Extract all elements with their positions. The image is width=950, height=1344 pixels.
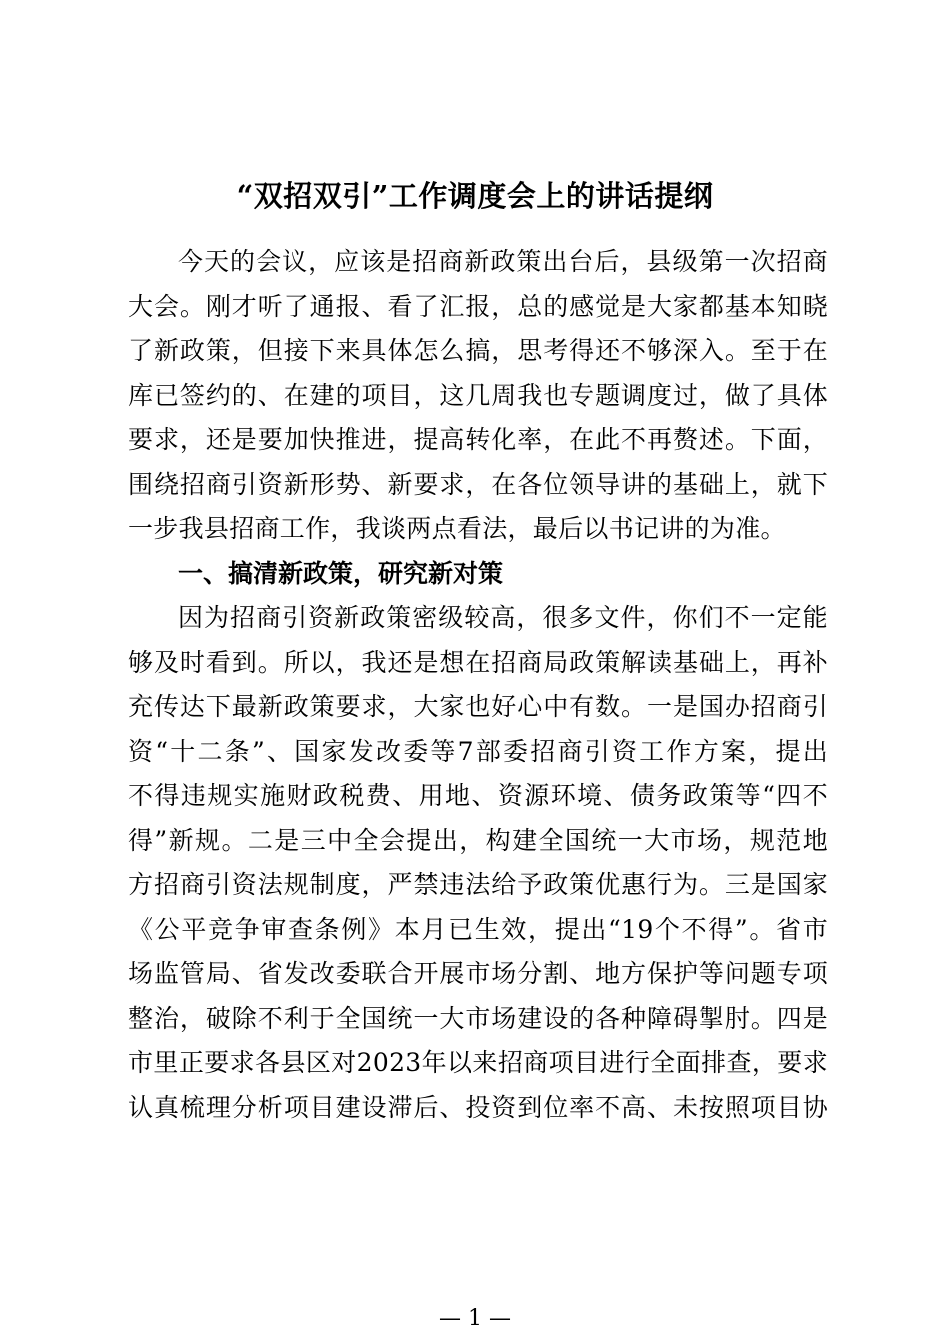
document-title: “双招双引”工作调度会上的讲话提纲 [236, 179, 714, 213]
paragraph-line: 够及时看到。所以，我还是想在招商局政策解读基础上，再补 [128, 647, 828, 677]
paragraph-line: 方招商引资法规制度，严禁违法给予政策优惠行为。三是国家 [128, 870, 828, 899]
paragraph-line: 资“十二条”、国家发改委等7部委招商引资工作方案，提出 [128, 736, 828, 766]
paragraph-line: 得”新规。二是三中全会提出，构建全国统一大市场，规范地 [128, 825, 828, 855]
paragraph-line: 整治，破除不利于全国统一大市场建设的各种障碍掣肘。四是 [128, 1003, 828, 1033]
section-heading: 一、搞清新政策，研究新对策 [178, 558, 504, 588]
paragraph-line: 不得违规实施财政税费、用地、资源环境、债务政策等“四不 [128, 781, 828, 810]
paragraph-line: 围绕招商引资新形势、新要求，在各位领导讲的基础上，就下 [128, 469, 828, 499]
paragraph-line: 今天的会议，应该是招商新政策出台后，县级第一次招商 [178, 247, 828, 276]
paragraph-line: 因为招商引资新政策密级较高，很多文件，你们不一定能 [178, 603, 828, 632]
paragraph-line: 一步我县招商工作，我谈两点看法，最后以书记讲的为准。 [128, 514, 786, 543]
paragraph-line: 场监管局、省发改委联合开展市场分割、地方保护等问题专项 [128, 959, 828, 988]
paragraph-line: 充传达下最新政策要求，大家也好心中有数。一是国办招商引 [128, 692, 828, 721]
paragraph-line: 库已签约的、在建的项目，这几周我也专题调度过，做了具体 [128, 380, 828, 410]
paragraph-line: 市里正要求各县区对2023年以来招商项目进行全面排查，要求 [128, 1048, 828, 1077]
paragraph-line: 了新政策，但接下来具体怎么搞，思考得还不够深入。至于在 [128, 336, 828, 365]
paragraph-line: 要求，还是要加快推进，提高转化率，在此不再赘述。下面， [128, 425, 828, 454]
paragraph-line: 大会。刚才听了通报、看了汇报，总的感觉是大家都基本知晓 [128, 291, 828, 321]
paragraph-line: 认真梳理分析项目建设滞后、投资到位率不高、未按照项目协 [128, 1092, 828, 1122]
paragraph-line: 《公平竞争审查条例》本月已生效，提出“19个不得”。省市 [128, 914, 828, 944]
page-number: — 1 — [439, 1306, 511, 1331]
document-body [128, 240, 828, 1130]
